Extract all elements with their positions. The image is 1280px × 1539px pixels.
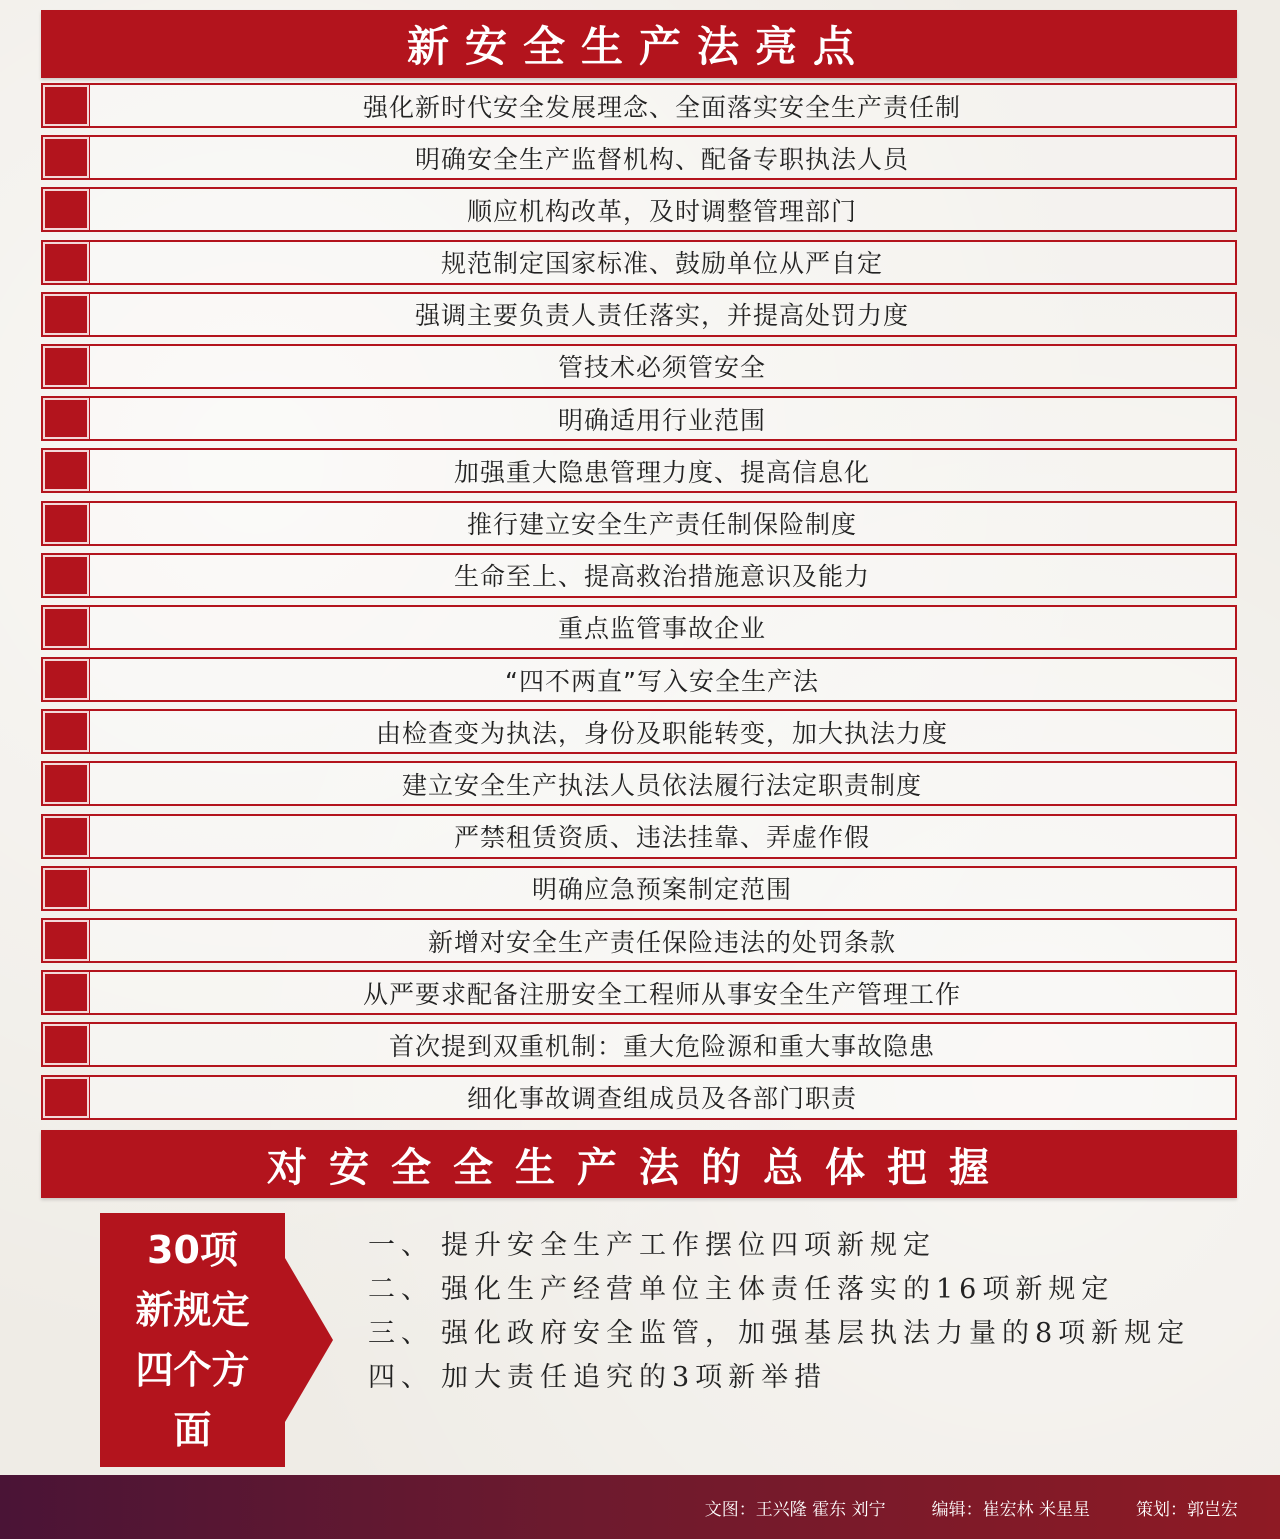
editors-text: 编辑：崔宏林 米星星	[931, 1499, 1090, 1520]
highlight-text: 强调主要负责人责任落实，并提高处罚力度	[414, 301, 909, 331]
highlight-row	[41, 814, 1237, 859]
footer-credits-bar	[0, 1475, 1280, 1539]
section-title-overview: 对安全全生产法的总体把握	[41, 1130, 1237, 1198]
highlight-text: 强化新时代安全发展理念、全面落实安全生产责任制	[362, 92, 961, 122]
aspect-number: 三、	[368, 1318, 434, 1349]
highlight-text: 从严要求配备注册安全工程师从事安全生产管理工作	[362, 979, 961, 1009]
highlight-row	[41, 187, 1237, 232]
square-bullet-icon	[43, 659, 89, 700]
highlight-text: 细化事故调查组成员及各部门职责	[466, 1084, 857, 1114]
square-bullet-icon	[43, 242, 89, 283]
square-bullet-icon	[43, 920, 89, 961]
highlight-text: 规范制定国家标准、鼓励单位从严自定	[440, 249, 883, 279]
highlight-row	[41, 83, 1237, 128]
highlight-row	[41, 501, 1237, 546]
aspect-item	[368, 1312, 1198, 1356]
highlight-row	[41, 709, 1237, 754]
badge-line: 面	[173, 1408, 212, 1452]
highlight-text: “四不两直”写入安全生产法	[505, 666, 819, 696]
badge-line: 30项	[147, 1228, 238, 1272]
highlight-row	[41, 553, 1237, 598]
square-bullet-icon	[43, 555, 89, 596]
square-bullet-icon	[43, 137, 89, 178]
highlight-row	[41, 396, 1237, 441]
highlight-row	[41, 135, 1237, 180]
highlight-row	[41, 292, 1237, 337]
square-bullet-icon	[43, 1077, 89, 1118]
highlights-list	[41, 83, 1237, 1127]
highlight-row	[41, 1075, 1237, 1120]
highlight-row	[41, 657, 1237, 702]
highlight-row	[41, 1022, 1237, 1067]
aspect-number: 二、	[368, 1274, 434, 1305]
highlight-text: 首次提到双重机制：重大危险源和重大事故隐患	[388, 1031, 935, 1061]
highlight-text: 顺应机构改革，及时调整管理部门	[466, 196, 857, 226]
square-bullet-icon	[43, 450, 89, 491]
square-bullet-icon	[43, 503, 89, 544]
aspect-number: 四、	[368, 1362, 434, 1393]
square-bullet-icon	[43, 189, 89, 230]
highlight-row	[41, 761, 1237, 806]
highlight-row	[41, 970, 1237, 1015]
planner-text: 策划：郭岂宏	[1136, 1499, 1238, 1520]
highlight-text: 严禁租赁资质、违法挂靠、弄虚作假	[453, 823, 870, 853]
highlight-text: 明确安全生产监督机构、配备专职执法人员	[414, 144, 909, 174]
highlight-text: 明确应急预案制定范围	[531, 875, 792, 905]
highlight-row	[41, 605, 1237, 650]
square-bullet-icon	[43, 1024, 89, 1065]
square-bullet-icon	[43, 346, 89, 387]
highlight-text: 推行建立安全生产责任制保险制度	[466, 510, 857, 539]
aspect-item	[368, 1356, 1198, 1400]
highlight-row	[41, 344, 1237, 389]
square-bullet-icon	[43, 711, 89, 752]
highlight-text: 建立安全生产执法人员依法履行法定职责制度	[401, 770, 922, 800]
highlight-text: 重点监管事故企业	[557, 614, 766, 644]
square-bullet-icon	[43, 607, 89, 648]
highlight-text: 生命至上、提高救治措施意识及能力	[453, 562, 870, 592]
new-rules-badge	[100, 1213, 285, 1467]
highlight-text: 新增对安全生产责任保险违法的处罚条款	[427, 927, 896, 957]
highlight-text: 明确适用行业范围	[557, 405, 766, 435]
highlight-row	[41, 866, 1237, 911]
highlight-row	[41, 918, 1237, 963]
square-bullet-icon	[43, 763, 89, 804]
aspect-item	[368, 1224, 1198, 1268]
aspect-item	[368, 1268, 1198, 1312]
aspect-text: 提升安全生产工作摆位四项新规定	[441, 1230, 936, 1261]
badge-arrow	[285, 1258, 333, 1422]
page-title: 新安全生产法亮点	[41, 10, 1237, 78]
aspect-number: 一、	[368, 1230, 434, 1261]
aspects-list	[368, 1224, 1198, 1400]
square-bullet-icon	[43, 868, 89, 909]
credits-text: 文图：王兴隆 霍东 刘宁	[704, 1499, 886, 1520]
badge-line: 四个方	[135, 1348, 250, 1392]
aspect-text: 强化生产经营单位主体责任落实的16项新规定	[441, 1274, 1115, 1305]
square-bullet-icon	[43, 816, 89, 857]
highlight-text: 管技术必须管安全	[557, 353, 766, 383]
badge-line: 新规定	[135, 1288, 250, 1332]
square-bullet-icon	[43, 85, 89, 126]
square-bullet-icon	[43, 972, 89, 1013]
square-bullet-icon	[43, 398, 89, 439]
aspect-text: 加大责任追究的3项新举措	[441, 1362, 828, 1393]
highlight-text: 加强重大隐患管理力度、提高信息化	[453, 457, 870, 487]
square-bullet-icon	[43, 294, 89, 335]
highlight-text: 由检查变为执法，身份及职能转变，加大执法力度	[375, 718, 948, 748]
highlight-row	[41, 448, 1237, 493]
aspect-text: 强化政府安全监管，加强基层执法力量的8项新规定	[441, 1318, 1191, 1349]
highlight-row	[41, 240, 1237, 285]
